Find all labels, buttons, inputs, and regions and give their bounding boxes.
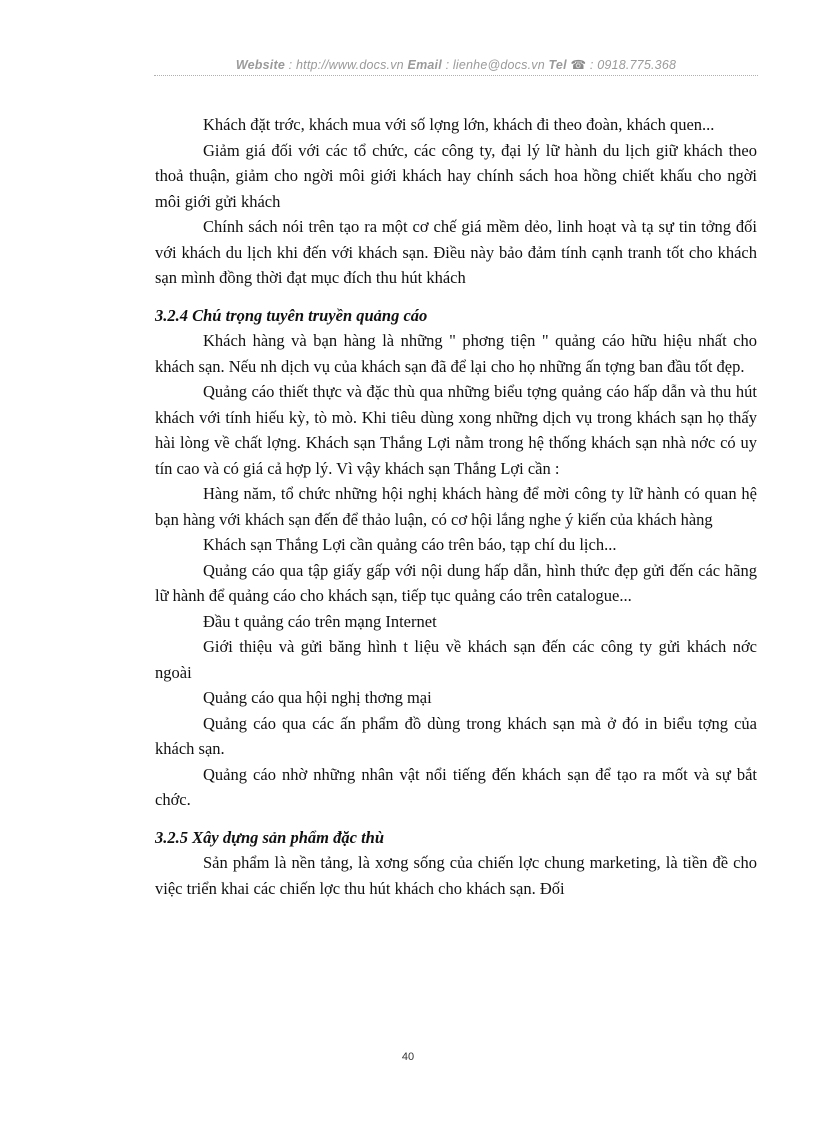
document-body: [155, 112, 757, 901]
paragraph: Đầu t quảng cáo trên mạng Internet: [203, 611, 437, 631]
paragraph: Khách hàng và bạn hàng là những " phơng tiện " quảng cáo hữu hiệu nhất cho khách sạn. Nếu nh dịch vụ của khách sạn đã để lại cho họ những ấn tợng ban đầu tốt đẹp.: [155, 331, 757, 376]
paragraph: Khách đặt trớc, khách mua với số lợng lớn, khách đi theo đoàn, khách quen...: [203, 115, 715, 134]
tel-value: : 0918.775.368: [589, 58, 677, 72]
paragraph: Giới thiệu và gửi băng hình t liệu về khách sạn đến các công ty gửi khách nớc ngoài: [155, 637, 757, 682]
telephone-icon: ☎: [570, 58, 587, 72]
paragraph: Giảm giá đối với các tổ chức, các công ty, đại lý lữ hành du lịch giữ khách theo thoả thuận, giảm cho ngời môi giới khách hay chính sách hoa hồng chiết khấu cho ngời môi giới gửi khách: [155, 140, 757, 211]
paragraph: Chính sách nói trên tạo ra một cơ chế giá mềm dẻo, linh hoạt và tạ sự tin tởng đối với khách du lịch khi đến với khách sạn. Điều này bảo đảm tính cạnh tranh tốt cho khách sạn mình đồng thời đạt mục đích thu hút khách: [155, 217, 757, 287]
paragraph: Quảng cáo qua tập giấy gấp với nội dung hấp dẫn, hình thức đẹp gửi đến các hãng lữ hành để quảng cáo cho khách sạn, tiếp tục quảng cáo trên catalogue...: [155, 560, 757, 605]
paragraph: Quảng cáo thiết thực và đặc thù qua những biểu tợng quảng cáo hấp dẫn và thu hút khách với tính hiếu kỳ, tò mò. Khi tiêu dùng xong những dịch vụ trong khách sạn họ thấy hài lòng về chất lợng. Khách sạn Thắng Lợi nằm trong hệ thống khách sạn nhà nớc có uy tín cao và có giá cả hợp lý. Vì vậy khách sạn Thắng Lợi cần :: [155, 382, 757, 478]
paragraph: Quảng cáo qua các ấn phẩm đồ dùng trong khách sạn mà ở đó in biểu tợng của khách sạn.: [155, 713, 757, 758]
header-divider: [154, 75, 758, 76]
page-header: [154, 57, 758, 72]
tel-label: Tel: [548, 58, 567, 72]
page-number: 40: [401, 1051, 415, 1063]
email-label: Email: [407, 58, 442, 72]
section-heading-3-2-4: 3.2.4 Chú trọng tuyên truyền quảng cáo: [155, 305, 428, 325]
paragraph: Sản phẩm là nền tảng, là xơng sống của chiến lợc chung marketing, là tiền đề cho việc triển khai các chiến lợc thu hút khách cho khách sạn. Đối: [155, 853, 757, 898]
paragraph: Quảng cáo nhờ những nhân vật nổi tiếng đến khách sạn để tạo ra mốt và sự bắt chớc.: [155, 764, 757, 809]
paragraph: Quảng cáo qua hội nghị thơng mại: [203, 688, 432, 707]
website-label: Website: [235, 58, 285, 72]
website-value: : http://www.docs.vn: [288, 58, 404, 72]
paragraph: Khách sạn Thắng Lợi cần quảng cáo trên báo, tạp chí du lịch...: [203, 535, 617, 554]
email-value: : lienhe@docs.vn: [445, 58, 545, 72]
paragraph: Hàng năm, tổ chức những hội nghị khách hàng để mời công ty lữ hành có quan hệ bạn hàng với khách sạn đến để thảo luận, có cơ hội lắng nghe ý kiến của khách hàng: [155, 484, 757, 529]
section-heading-3-2-5: 3.2.5 Xây dựng sản phẩm đặc thù: [155, 827, 385, 847]
